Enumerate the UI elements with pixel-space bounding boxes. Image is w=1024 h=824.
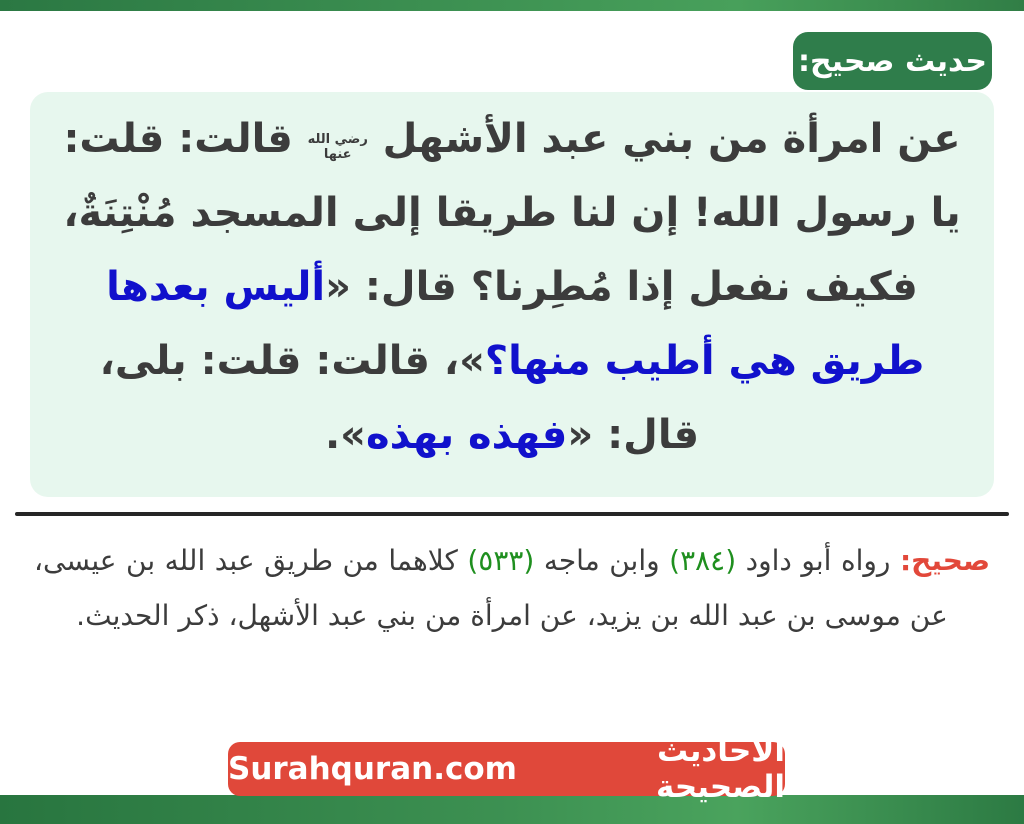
top-green-band (0, 0, 1024, 11)
text-segment-green: (٣٨٤) (669, 544, 737, 577)
bottom-green-band (0, 795, 1024, 824)
hadith-grade-badge (793, 32, 992, 90)
text-segment-dark: عن امرأة من بني عبد الأشهل (368, 116, 961, 162)
text-segment-blue: فهذه بهذه (365, 412, 568, 458)
hadith-text (30, 92, 994, 472)
text-segment-dark: كلاهما من طريق عبد الله بن عيسى، عن موسى بن عبد الله بن يزيد، عن امرأة من بني عبد الأشهل، ذكر الحديث. (34, 544, 948, 632)
hadith-text-box (30, 92, 994, 497)
text-segment-red: صحيح: (899, 544, 990, 577)
collection-title: الأحاديث الصحيحة (656, 733, 785, 805)
text-segment-dark: ». (324, 412, 366, 458)
hadith-grade-label: حديث صحيح: (798, 43, 987, 79)
text-segment-blue: أليس بعدها طريق هي أطيب منها؟ (106, 264, 925, 384)
site-badge (228, 733, 785, 805)
divider-line (15, 512, 1009, 516)
site-domain: Surahquran.com (228, 751, 517, 787)
text-segment-green: (٥٣٣) (467, 544, 535, 577)
text-segment-dark: قالت: قلت: يا رسول الله! إن لنا طريقا إلى المسجد مُنْتِنَةٌ، فكيف نفعل إذا مُطِرنا؟ قال: « (63, 116, 961, 310)
source-attribution (34, 533, 990, 643)
text-segment-honorific: رضي الله عنها (307, 132, 368, 162)
text-segment-dark: »، قالت: قلت: بلى، قال: « (99, 338, 700, 458)
text-segment-dark: وابن ماجه (534, 544, 670, 577)
text-segment-dark: رواه أبو داود (736, 544, 900, 577)
